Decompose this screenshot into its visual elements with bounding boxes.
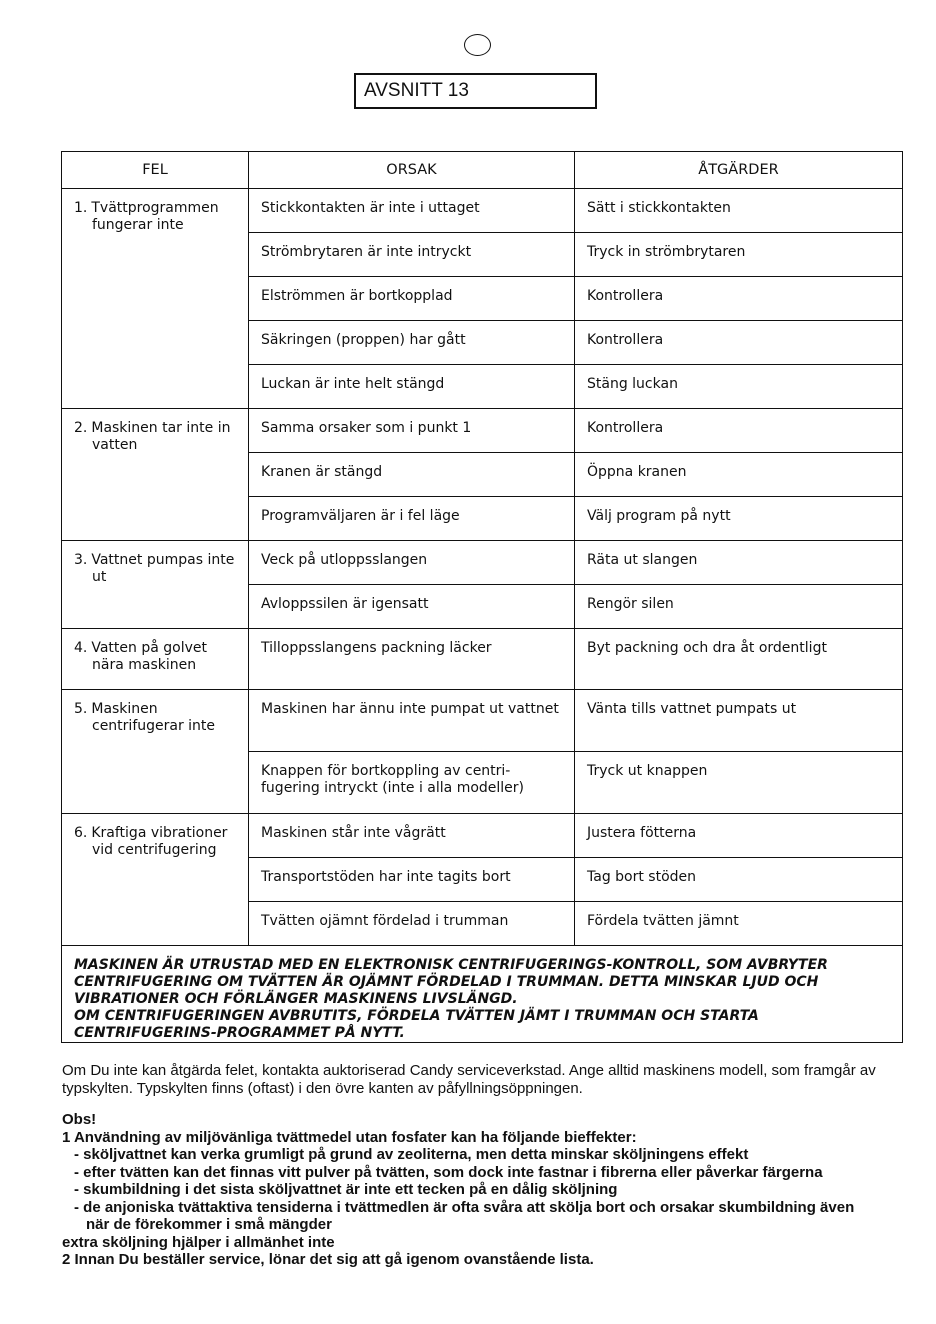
fault-cell: 1. Tvättprogrammen fungerar inte	[62, 189, 249, 409]
header-action: ÅTGÄRDER	[575, 152, 903, 189]
service-paragraph: Om Du inte kan åtgärda felet, kontakta auktoriserad Candy serviceverkstad. Ange alltid maskinens modell, som framgår av typskylten. Typskylten finns (oftast) i den övre kanten av påfyllningsöppningen.	[62, 1062, 876, 1097]
action-cell: Kontrollera	[575, 321, 903, 365]
header-fault: FEL	[62, 152, 249, 189]
obs-title: Obs!	[62, 1111, 97, 1128]
fault-cell: 5. Maskinen centrifugerar inte	[62, 690, 249, 814]
header-cause: ORSAK	[249, 152, 575, 189]
obs-bullet: - efter tvätten kan det finnas vitt pulver på tvätten, som dock inte fastnar i fibrerna eller påverkar färgerna	[74, 1163, 823, 1181]
note-paragraph-2: OM CENTRIFUGERINGEN AVBRUTITS, FÖRDELA TVÄTTEN JÄMT I TRUMMAN OCH STARTA CENTRIFUGERINS-PROGRAMMET PÅ NYTT.	[74, 1008, 759, 1041]
table-row	[62, 541, 903, 585]
cause-cell: Tilloppsslangens packning läcker	[249, 629, 575, 690]
table-row	[62, 189, 903, 233]
cause-cell: Maskinen står inte vågrätt	[249, 814, 575, 858]
cause-cell: Transportstöden har inte tagits bort	[249, 858, 575, 902]
cause-cell: Säkringen (proppen) har gått	[249, 321, 575, 365]
cause-cell: Veck på utloppsslangen	[249, 541, 575, 585]
action-cell: Rengör silen	[575, 585, 903, 629]
action-cell: Tryck in strömbrytaren	[575, 233, 903, 277]
cause-cell: Tvätten ojämnt fördelad i trumman	[249, 902, 575, 946]
cause-cell: Strömbrytaren är inte intryckt	[249, 233, 575, 277]
obs-item-2: 2 Innan Du beställer service, lönar det sig att gå igenom ovanstående lista.	[62, 1251, 594, 1268]
obs-bullet-continuation: när de förekommer i små mängder	[86, 1216, 332, 1233]
obs-bullet: - sköljvattnet kan verka grumligt på grund av zeoliterna, men detta minskar sköljningens effekt	[74, 1146, 749, 1163]
cause-cell: Knappen för bortkoppling av centri-fugering intryckt (inte i alla modeller)	[249, 752, 575, 814]
action-cell: Stäng luckan	[575, 365, 903, 409]
fault-cell: 6. Kraftiga vibrationer vid centrifugering	[62, 814, 249, 946]
table-note-row	[62, 946, 903, 1043]
footer-text	[62, 1062, 902, 1269]
note-paragraph-1: MASKINEN ÄR UTRUSTAD MED EN ELEKTRONISK CENTRIFUGERINGS-KONTROLL, SOM AVBRYTER CENTRIFUGERING OM TVÄTTEN ÄR OJÄMNT FÖRDELAD I TRUMMAN. DETTA MINSKAR LJUD OCH VIBRATIONER OCH FÖRLÄNGER MASKINENS LIVSLÄNGD.	[74, 957, 828, 1007]
action-cell: Räta ut slangen	[575, 541, 903, 585]
fault-cell: 2. Maskinen tar inte in vatten	[62, 409, 249, 541]
fault-cell: 3. Vattnet pumpas inte ut	[62, 541, 249, 629]
action-cell: Justera fötterna	[575, 814, 903, 858]
action-cell: Tag bort stöden	[575, 858, 903, 902]
table-row	[62, 814, 903, 858]
table-row	[62, 629, 903, 690]
action-cell: Välj program på nytt	[575, 497, 903, 541]
action-cell: Sätt i stickkontakten	[575, 189, 903, 233]
table-row	[62, 409, 903, 453]
action-cell: Tryck ut knappen	[575, 752, 903, 814]
action-cell: Byt packning och dra åt ordentligt	[575, 629, 903, 690]
action-cell: Fördela tvätten jämnt	[575, 902, 903, 946]
section-title: AVSNITT 13	[354, 73, 597, 109]
obs-bullet: - de anjoniska tvättaktiva tensiderna i tvättmedlen är ofta svåra att skölja bort och orsakar skumbildning även	[74, 1198, 855, 1216]
cause-cell: Avloppssilen är igensatt	[249, 585, 575, 629]
action-cell: Kontrollera	[575, 277, 903, 321]
cause-cell: Kranen är stängd	[249, 453, 575, 497]
cause-cell: Elströmmen är bortkopplad	[249, 277, 575, 321]
cause-cell: Programväljaren är i fel läge	[249, 497, 575, 541]
obs-item-1: 1 Användning av miljövänliga tvättmedel utan fosfater kan ha följande bieffekter:	[62, 1128, 637, 1146]
troubleshooting-table	[61, 151, 903, 1043]
obs-bullet: - skumbildning i det sista sköljvattnet är inte ett tecken på en dålig sköljning	[74, 1181, 618, 1198]
centrifuge-control-note	[62, 946, 903, 1043]
extra-rinse-line: extra sköljning hjälper i allmänhet inte	[62, 1233, 335, 1251]
fault-cell: 4. Vatten på golvet nära maskinen	[62, 629, 249, 690]
table-row	[62, 690, 903, 752]
action-cell: Kontrollera	[575, 409, 903, 453]
cause-cell: Maskinen har ännu inte pumpat ut vattnet	[249, 690, 575, 752]
cause-cell: Luckan är inte helt stängd	[249, 365, 575, 409]
cause-cell: Stickkontakten är inte i uttaget	[249, 189, 575, 233]
action-cell: Vänta tills vattnet pumpats ut	[575, 690, 903, 752]
action-cell: Öppna kranen	[575, 453, 903, 497]
language-marker-circle	[464, 34, 491, 56]
cause-cell: Samma orsaker som i punkt 1	[249, 409, 575, 453]
